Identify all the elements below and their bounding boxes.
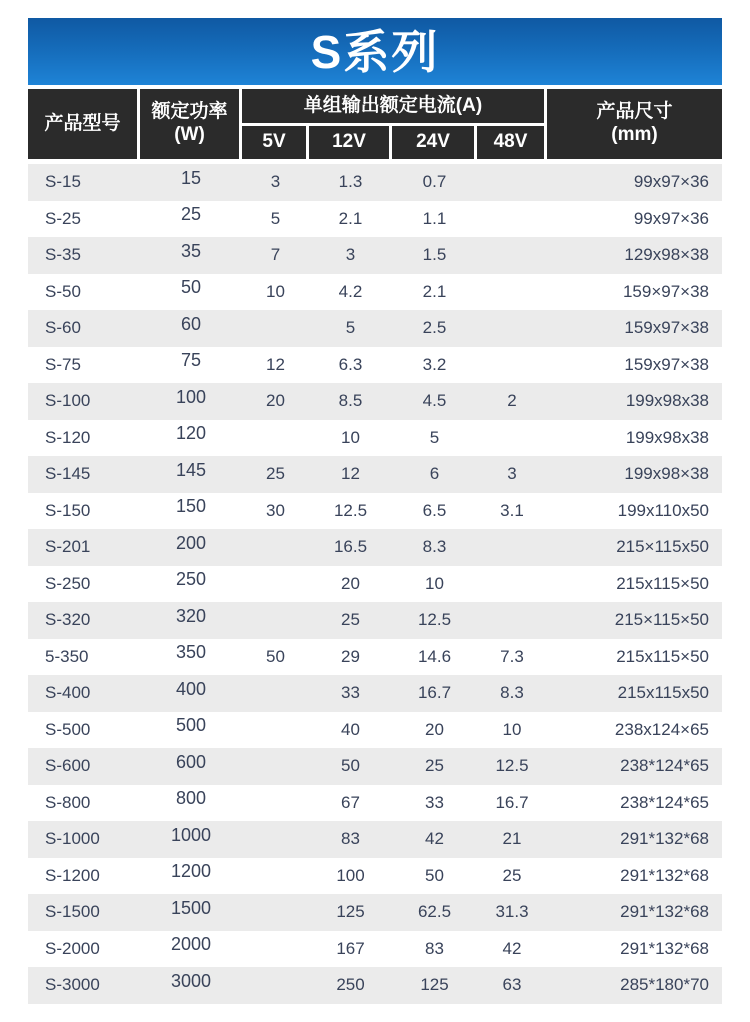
- header-product-model: 产品型号: [28, 89, 140, 159]
- cell-model: S-60: [45, 318, 81, 338]
- header-rated-power-line1: 额定功率: [151, 101, 228, 123]
- table-row: [28, 858, 722, 895]
- cell-current-12v: 40: [341, 719, 360, 739]
- cell-current-12v: 20: [341, 573, 360, 593]
- cell-model: S-50: [45, 281, 81, 301]
- cell-current-5v: 20: [266, 391, 285, 411]
- rated-power-value: 600: [175, 751, 207, 772]
- cell-current-12v: 16.5: [333, 537, 368, 557]
- cell-current-12v: 12.5: [333, 500, 368, 520]
- cell-rated-power: [140, 861, 242, 886]
- cell-current-24v: 5: [429, 427, 440, 447]
- cell-dimensions: 199x110x50: [617, 500, 709, 520]
- rated-power-value: 25: [180, 204, 202, 225]
- cell-current-5v: 50: [266, 646, 285, 666]
- cell-current-24v: 2.5: [422, 318, 447, 338]
- header-product-size-line2: (mm): [611, 124, 658, 145]
- rated-power-value: 120: [175, 423, 207, 444]
- cell-current-48v: 3: [507, 464, 517, 484]
- cell-current-24v: 16.7: [417, 683, 452, 703]
- cell-current-24v: 42: [425, 829, 444, 849]
- cell-rated-power: [140, 569, 242, 594]
- rated-power-value: 400: [175, 678, 207, 699]
- cell-rated-power: [140, 678, 242, 704]
- cell-current-5v: 25: [266, 464, 285, 484]
- cell-current-12v: 167: [336, 938, 365, 958]
- cell-current-48v: 25: [502, 865, 522, 885]
- cell-current-48v: 8.3: [500, 683, 524, 703]
- cell-rated-power: [140, 788, 242, 813]
- header-voltage-5v: 5V: [242, 126, 309, 159]
- rated-power-value: 1000: [170, 824, 212, 845]
- header-voltage-12v: 12V: [309, 126, 392, 159]
- rated-power-value: 75: [180, 350, 202, 371]
- cell-rated-power: [140, 824, 242, 850]
- cell-model: S-35: [45, 245, 81, 265]
- cell-current-24v: 6.5: [422, 500, 447, 520]
- rated-power-value: 2000: [170, 934, 212, 955]
- series-title: S系列: [310, 25, 440, 78]
- spec-sheet-content: [28, 18, 722, 1004]
- cell-current-24v: 0.7: [422, 172, 447, 192]
- table-row: [28, 602, 722, 639]
- cell-model: S-15: [45, 172, 81, 192]
- table-row: [28, 164, 722, 201]
- cell-current-5v: 30: [266, 500, 285, 520]
- cell-current-24v: 8.3: [422, 537, 447, 557]
- rated-power-value: 35: [180, 240, 202, 261]
- cell-current-24v: 6: [429, 464, 440, 484]
- cell-rated-power: [140, 496, 242, 521]
- rated-power-value: 250: [175, 569, 207, 590]
- cell-model: S-145: [45, 464, 91, 484]
- table-row: [28, 383, 722, 420]
- table-row: [28, 347, 722, 384]
- cell-rated-power: [140, 642, 242, 667]
- cell-model: S-250: [45, 573, 91, 593]
- cell-rated-power: [140, 423, 242, 448]
- cell-dimensions: 291*132*68: [620, 865, 709, 885]
- cell-model: S-1500: [45, 902, 100, 922]
- cell-dimensions: 215x115×50: [616, 573, 709, 593]
- cell-current-48v: 42: [502, 938, 522, 958]
- cell-current-12v: 250: [336, 975, 365, 995]
- header-output-current-group: 单组输出额定电流(A): [242, 89, 547, 126]
- cell-current-24v: 1.5: [422, 245, 447, 265]
- table-row: [28, 529, 722, 566]
- cell-dimensions: 238*124*65: [620, 756, 709, 776]
- cell-rated-power: [140, 970, 242, 996]
- cell-model: S-201: [45, 537, 91, 557]
- cell-current-48v: 12.5: [495, 756, 529, 776]
- cell-current-24v: 50: [425, 865, 444, 885]
- table-row: [28, 967, 722, 1004]
- cell-dimensions: 215×115x50: [616, 537, 709, 557]
- cell-current-12v: 8.5: [338, 391, 363, 411]
- rated-power-value: 100: [175, 386, 207, 407]
- cell-current-5v: 3: [270, 172, 281, 192]
- cell-rated-power: [140, 350, 242, 375]
- cell-current-24v: 1.1: [422, 208, 447, 228]
- cell-model: S-2000: [45, 938, 100, 958]
- cell-current-24v: 4.5: [422, 391, 447, 411]
- cell-current-48v: 10: [502, 719, 522, 739]
- table-row: [28, 493, 722, 530]
- cell-dimensions: 199x98x38: [625, 427, 709, 447]
- rated-power-value: 60: [180, 313, 202, 334]
- cell-rated-power: [140, 715, 242, 740]
- header-voltage-24v: 24V: [392, 126, 477, 159]
- rated-power-value: 320: [175, 605, 207, 626]
- cell-dimensions: 159×97×38: [622, 281, 709, 301]
- cell-dimensions: 99x97×36: [633, 172, 709, 192]
- rated-power-value: 145: [175, 459, 207, 480]
- cell-current-12v: 29: [341, 646, 360, 666]
- cell-current-24v: 3.2: [422, 354, 447, 374]
- table-row: [28, 201, 722, 238]
- cell-rated-power: [140, 386, 242, 412]
- cell-model: S-100: [45, 391, 91, 411]
- cell-current-5v: 10: [266, 281, 285, 301]
- cell-dimensions: 215×115×50: [614, 610, 709, 630]
- cell-current-48v: 21: [502, 829, 522, 849]
- table-row: [28, 748, 722, 785]
- cell-dimensions: 215x115×50: [616, 646, 709, 666]
- cell-model: S-600: [45, 756, 91, 776]
- cell-current-24v: 12.5: [417, 610, 452, 630]
- cell-rated-power: [140, 277, 242, 302]
- cell-model: S-120: [45, 427, 91, 447]
- table-row: [28, 566, 722, 603]
- cell-current-12v: 5: [345, 318, 356, 338]
- cell-current-48v: 16.7: [495, 792, 529, 812]
- cell-model: S-1200: [45, 865, 100, 885]
- header-product-size: [547, 89, 722, 159]
- cell-dimensions: 159x97×38: [624, 318, 709, 338]
- cell-current-24v: 2.1: [422, 281, 447, 301]
- cell-dimensions: 215x115x50: [617, 683, 709, 703]
- cell-rated-power: [140, 751, 242, 777]
- cell-current-48v: 31.3: [495, 902, 529, 922]
- cell-model: S-25: [45, 208, 81, 228]
- cell-dimensions: 291*132*68: [620, 902, 709, 922]
- cell-dimensions: 99x97×36: [633, 208, 709, 228]
- table-row: [28, 931, 722, 968]
- cell-rated-power: [140, 459, 242, 485]
- table-row: [28, 675, 722, 712]
- cell-current-12v: 1.3: [338, 172, 363, 192]
- cell-current-12v: 100: [336, 865, 365, 885]
- header-voltage-48v: 48V: [477, 126, 547, 159]
- cell-rated-power: [140, 532, 242, 558]
- cell-dimensions: 291*132*68: [620, 829, 709, 849]
- cell-current-24v: 33: [425, 792, 444, 812]
- cell-current-12v: 10: [341, 427, 360, 447]
- cell-rated-power: [140, 240, 242, 266]
- cell-current-24v: 20: [425, 719, 444, 739]
- table-row: [28, 821, 722, 858]
- cell-current-24v: 10: [425, 573, 444, 593]
- cell-current-24v: 83: [425, 938, 444, 958]
- rated-power-value: 800: [175, 788, 207, 809]
- table-row: [28, 237, 722, 274]
- series-banner: [28, 18, 722, 85]
- cell-model: 5-350: [45, 646, 89, 666]
- cell-model: S-400: [45, 683, 91, 703]
- cell-current-48v: 2: [507, 391, 517, 411]
- cell-current-48v: 63: [502, 975, 522, 995]
- cell-dimensions: 199x98×38: [624, 464, 709, 484]
- header-rated-power: [140, 89, 242, 159]
- header-product-size-line1: 产品尺寸: [596, 101, 673, 123]
- cell-current-48v: 3.1: [500, 500, 524, 520]
- cell-model: S-75: [45, 354, 81, 374]
- cell-current-5v: 7: [270, 245, 281, 265]
- rated-power-value: 1200: [170, 861, 212, 882]
- cell-dimensions: 238x124×65: [614, 719, 709, 739]
- rated-power-value: 150: [175, 496, 207, 517]
- cell-rated-power: [140, 167, 242, 193]
- cell-current-12v: 50: [341, 756, 360, 776]
- cell-dimensions: 199x98x38: [625, 391, 709, 411]
- rated-power-value: 200: [175, 532, 207, 553]
- cell-model: S-320: [45, 610, 91, 630]
- cell-model: S-3000: [45, 975, 100, 995]
- cell-current-24v: 14.6: [417, 646, 452, 666]
- cell-current-12v: 83: [341, 829, 360, 849]
- cell-current-12v: 25: [341, 610, 360, 630]
- cell-model: S-1000: [45, 829, 100, 849]
- cell-rated-power: [140, 204, 242, 229]
- cell-current-12v: 2.1: [338, 208, 363, 228]
- cell-current-48v: 7.3: [500, 646, 524, 666]
- cell-model: S-150: [45, 500, 91, 520]
- cell-model: S-800: [45, 792, 91, 812]
- table-header: [28, 89, 722, 159]
- cell-current-12v: 6.3: [338, 354, 363, 374]
- table-row: [28, 456, 722, 493]
- table-row: [28, 639, 722, 676]
- cell-current-5v: 5: [270, 208, 281, 228]
- table-row: [28, 785, 722, 822]
- cell-dimensions: 159x97×38: [624, 354, 709, 374]
- rated-power-value: 1500: [170, 897, 212, 918]
- table-row: [28, 274, 722, 311]
- rated-power-value: 3000: [170, 970, 212, 991]
- cell-dimensions: 129x98×38: [624, 245, 709, 265]
- rated-power-value: 50: [180, 277, 202, 298]
- header-rated-power-line2: (W): [174, 124, 205, 145]
- cell-current-24v: 125: [420, 975, 449, 995]
- cell-current-12v: 67: [341, 792, 360, 812]
- cell-rated-power: [140, 934, 242, 959]
- cell-dimensions: 291*132*68: [620, 938, 709, 958]
- cell-current-12v: 3: [345, 245, 356, 265]
- cell-current-12v: 12: [341, 464, 360, 484]
- rated-power-value: 500: [175, 715, 207, 736]
- cell-dimensions: 238*124*65: [620, 792, 709, 812]
- table-row: [28, 712, 722, 749]
- table-row: [28, 420, 722, 457]
- cell-current-12v: 33: [341, 683, 360, 703]
- cell-rated-power: [140, 605, 242, 631]
- table-row: [28, 894, 722, 931]
- rated-power-value: 350: [175, 642, 207, 663]
- rated-power-value: 15: [180, 167, 202, 188]
- cell-current-12v: 125: [336, 902, 365, 922]
- cell-rated-power: [140, 313, 242, 339]
- table-body: [28, 164, 722, 1004]
- cell-current-12v: 4.2: [338, 281, 363, 301]
- table-row: [28, 310, 722, 347]
- cell-current-24v: 25: [425, 756, 444, 776]
- cell-rated-power: [140, 897, 242, 923]
- cell-current-5v: 12: [266, 354, 285, 374]
- cell-current-24v: 62.5: [417, 902, 452, 922]
- cell-model: S-500: [45, 719, 91, 739]
- cell-dimensions: 285*180*70: [620, 975, 709, 995]
